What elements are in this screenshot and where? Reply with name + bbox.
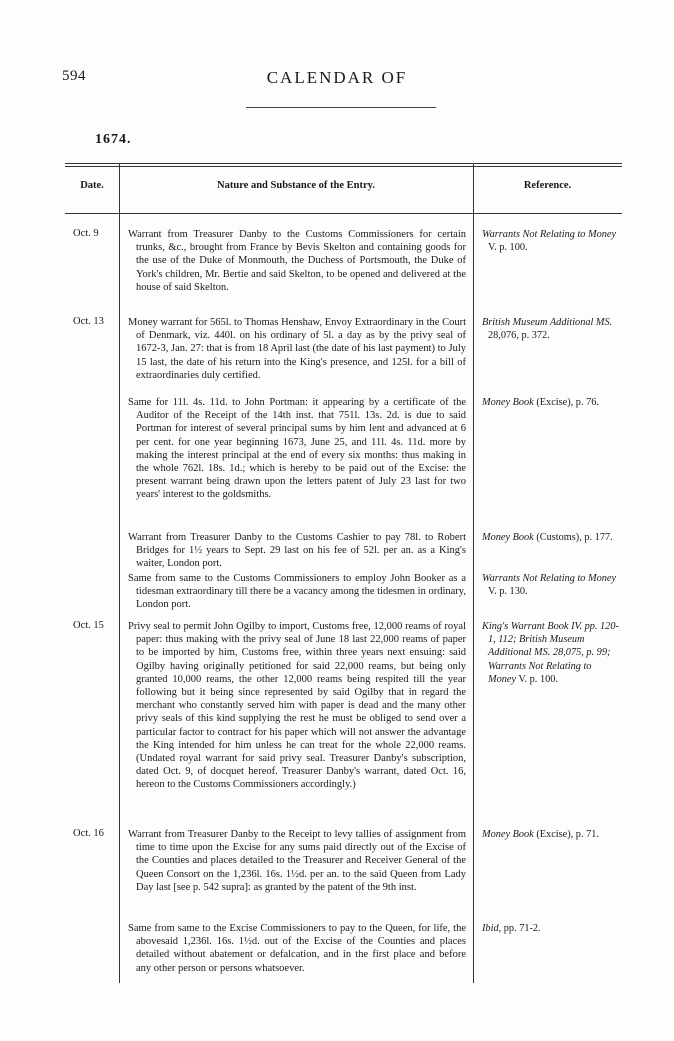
- year-heading: 1674.: [95, 132, 132, 147]
- entry-date: Oct. 16: [73, 828, 104, 839]
- entry-reference: [482, 572, 620, 598]
- reference-title: Warrants Not Relating to Money: [482, 229, 617, 240]
- entry-text: Warrant from Treasurer Danby to the Receipt to levy tallies of assignment from time to time upon the Excise for any sums paid directly out of the Excise of the Counties and places detailed to the Treasurer and Receiver General of the Queen Consort on the 1,236l. 16s. 1½d. per an. to the said Queen from Lady Day last [see p. 542 supra]: as granted by the patent of the 9th inst.: [128, 829, 466, 893]
- reference-detail: V. p. 100.: [488, 242, 528, 254]
- page-number: 594: [62, 68, 86, 84]
- reference-title: British Museum Additional MS.: [482, 317, 613, 328]
- table-top-rule: [65, 163, 622, 164]
- entry-text: Warrant from Treasurer Danby to the Customs Commissioners for certain trunks, &c., brought from France by Bevis Skelton and containing goods for the use of the Duke of Monmouth, the Duchess of Portsmouth, the Duke of York's children, Mr. Bertie and said Skelton, to be opened and delivered at the house of said Skelton.: [128, 229, 466, 293]
- reference-title: Money Book: [482, 397, 534, 408]
- reference-title: King's Warrant Book IV. pp. 120-1, 112; British Museum Additional MS. 28,075, p. 99; Warrants Not Relating to Money: [482, 621, 619, 685]
- table-top-rule-inner: [65, 166, 622, 167]
- reference-detail: V. p. 100.: [516, 673, 558, 685]
- reference-title: Money Book: [482, 829, 534, 840]
- reference-detail: V. p. 130.: [488, 586, 528, 598]
- entry-reference: [482, 531, 620, 544]
- entry-date: Oct. 9: [73, 228, 99, 239]
- entry-reference: [482, 396, 620, 409]
- running-title: CALENDAR OF: [266, 68, 408, 87]
- column-divider: [119, 163, 120, 983]
- reference-detail: (Customs), p. 177.: [533, 532, 613, 543]
- entry-text: Same for 11l. 4s. 11d. to John Portman: it appearing by a certificate of the Auditor of the Receipt of the 14th inst. that 751l. 13s. 2d. is due to said Portman for interest of several principal sums by him lent and advanced at 6 per cent. for one year beginning 1673, June 25, and 11l. 4s. 11d. more by making the interest principal at the end of every six months: thus making in the whole 762l. 18s. 1d.; which is hereby to be paid out of the Excise: the present warrant being drawn upon the letters patent of July 23 last for two years' interest to the goldsmiths.: [128, 397, 466, 501]
- reference-title: Money Book: [482, 532, 534, 543]
- entry-text: Warrant from Treasurer Danby to the Customs Cashier to pay 78l. to Robert Bridges for 1½ years to Sept. 29 last on his fee of 52l. per an. as a King's waiter, London port.: [128, 532, 466, 570]
- header-bottom-rule: [65, 213, 622, 214]
- entry-text: Same from same to the Customs Commissioners to employ John Booker as a tidesman extraordinary till there be a vacancy among the tidesmen in ordinary, London port.: [128, 573, 466, 611]
- reference-title: Ibid: [482, 923, 499, 934]
- entry-reference: [482, 316, 620, 342]
- entry-date: Oct. 15: [73, 620, 104, 631]
- entry-reference: [482, 228, 620, 254]
- column-header-date: Date.: [80, 180, 104, 191]
- calendar-table: [65, 163, 622, 983]
- entry-reference: [482, 828, 620, 841]
- entry-reference: [482, 922, 620, 935]
- entry-text: Money warrant for 565l. to Thomas Henshaw, Envoy Extraordinary in the Court of Denmark, viz. 440l. on his ordinary of 5l. a day as by the privy seal of 1672-3, Jan. 27: that is from 18 April last (the date of his last payment) to July 15 last, the date of his return into the King's presence, and 125l. for a bill of extraordinaries duly certified.: [128, 317, 466, 381]
- reference-detail: (Excise), p. 71.: [533, 829, 599, 840]
- column-header-nature: Nature and Substance of the Entry.: [217, 180, 375, 191]
- entry-text: Privy seal to permit John Ogilby to import, Customs free, 12,000 reams of royal paper: thus making with the privy seal of June 18 last 22,000 reams of paper to be imported by him, Customs free, within three years next ensuing: said Ogilby having originally petitioned for said 22,000 reams, but being only granted 10,000 reams, the other 12,000 reams being respited till the year following but it being since represented by said Ogilby that in regard the merchant who constantly served him with paper is dead and the many other privy seals of this kind supplying the rest he must be obliged to send over a particular factor to contract for his paper which will not answer the advantage the King intended for him unless he can treat for the whole 22,000 reams. (Undated royal warrant for said privy seal. Treasurer Danby's subscription, dated Oct. 9, of docquet hereof. Treasurer Danby's warrant, dated Oct. 16, hereon to the Customs Commissioners accordingly.): [128, 621, 466, 791]
- entry-text: Same from same to the Excise Commissioners to pay to the Queen, for life, the abovesaid 1,236l. 16s. 1½d. out of the Excise of the Counties and places detailed without abatement or defalcation, and in the first place and before any other person or persons whatsoever.: [128, 923, 466, 974]
- reference-title: Warrants Not Relating to Money: [482, 573, 617, 584]
- column-divider: [473, 163, 474, 983]
- reference-detail: 28,076, p. 372.: [488, 330, 550, 342]
- entry-reference: [482, 620, 620, 686]
- column-header-reference: Reference.: [523, 180, 572, 191]
- entry-date: Oct. 13: [73, 316, 104, 327]
- reference-detail: (Excise), p. 76.: [533, 397, 599, 408]
- reference-detail: , pp. 71-2.: [498, 923, 541, 934]
- title-rule: [246, 107, 436, 108]
